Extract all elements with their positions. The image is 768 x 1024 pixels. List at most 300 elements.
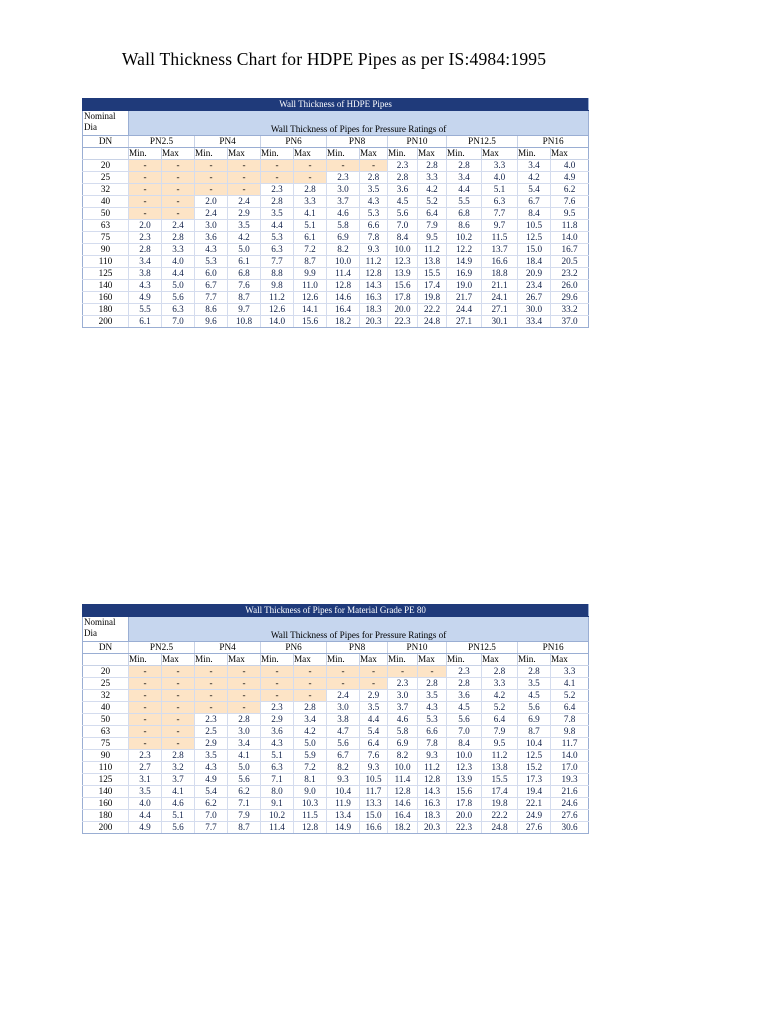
value-cell: 7.9: [482, 726, 518, 738]
value-cell: 6.1: [129, 316, 162, 328]
value-cell: 2.9: [228, 208, 261, 220]
value-cell: -: [261, 172, 294, 184]
value-cell: 2.8: [388, 172, 418, 184]
value-cell: 20.9: [518, 268, 551, 280]
value-cell: 8.2: [388, 750, 418, 762]
value-cell: 5.8: [327, 220, 360, 232]
value-cell: 3.2: [162, 762, 195, 774]
value-cell: 12.6: [261, 304, 294, 316]
value-cell: 19.8: [418, 292, 447, 304]
value-cell: 4.2: [482, 690, 518, 702]
value-cell: -: [228, 666, 261, 678]
value-cell: 11.8: [551, 220, 589, 232]
value-cell: 9.1: [261, 798, 294, 810]
value-cell: 8.7: [228, 822, 261, 834]
value-cell: -: [388, 666, 418, 678]
max-header: Max: [162, 654, 195, 666]
rating-header: PN16: [518, 642, 589, 654]
value-cell: 18.3: [418, 810, 447, 822]
value-cell: 6.4: [418, 208, 447, 220]
value-cell: 9.5: [418, 232, 447, 244]
value-cell: 20.5: [551, 256, 589, 268]
table-row: [83, 172, 589, 184]
value-cell: 5.5: [129, 304, 162, 316]
value-cell: 10.5: [518, 220, 551, 232]
value-cell: 21.7: [447, 292, 482, 304]
value-cell: 2.0: [195, 196, 228, 208]
dn-cell: 160: [83, 292, 129, 304]
value-cell: 14.0: [551, 750, 589, 762]
wall-thickness-table-pe80: [82, 604, 588, 834]
value-cell: 6.9: [388, 738, 418, 750]
value-cell: 15.2: [518, 762, 551, 774]
dn-cell: 75: [83, 232, 129, 244]
value-cell: -: [228, 690, 261, 702]
value-cell: -: [261, 666, 294, 678]
value-cell: 7.9: [228, 810, 261, 822]
value-cell: 27.6: [518, 822, 551, 834]
value-cell: 5.0: [294, 738, 327, 750]
value-cell: -: [360, 678, 388, 690]
value-cell: -: [228, 184, 261, 196]
value-cell: 2.8: [418, 160, 447, 172]
value-cell: 5.3: [418, 714, 447, 726]
value-cell: 9.3: [360, 244, 388, 256]
value-cell: 12.8: [327, 280, 360, 292]
value-cell: 2.0: [129, 220, 162, 232]
value-cell: 14.6: [388, 798, 418, 810]
value-cell: 3.3: [551, 666, 589, 678]
value-cell: -: [129, 690, 162, 702]
value-cell: -: [162, 726, 195, 738]
value-cell: 4.5: [388, 196, 418, 208]
value-cell: 8.7: [228, 292, 261, 304]
value-cell: 2.8: [294, 184, 327, 196]
value-cell: 4.3: [195, 244, 228, 256]
value-cell: 18.3: [360, 304, 388, 316]
value-cell: 5.3: [360, 208, 388, 220]
value-cell: 3.4: [294, 714, 327, 726]
value-cell: 12.3: [447, 762, 482, 774]
value-cell: 3.3: [418, 172, 447, 184]
value-cell: 3.7: [388, 702, 418, 714]
value-cell: 14.0: [261, 316, 294, 328]
value-cell: 3.5: [228, 220, 261, 232]
value-cell: 24.8: [418, 316, 447, 328]
value-cell: 2.8: [129, 244, 162, 256]
value-cell: 8.0: [261, 786, 294, 798]
value-cell: 2.3: [195, 714, 228, 726]
dn-cell: 20: [83, 666, 129, 678]
dn-cell: 50: [83, 208, 129, 220]
value-cell: 15.6: [447, 786, 482, 798]
value-cell: -: [195, 184, 228, 196]
value-cell: 17.0: [551, 762, 589, 774]
dn-label: DN: [83, 136, 129, 148]
value-cell: -: [294, 690, 327, 702]
value-cell: 4.6: [327, 208, 360, 220]
value-cell: 14.3: [418, 786, 447, 798]
value-cell: 8.4: [518, 208, 551, 220]
value-cell: -: [195, 172, 228, 184]
value-cell: -: [162, 196, 195, 208]
value-cell: 3.4: [228, 738, 261, 750]
value-cell: 13.7: [482, 244, 518, 256]
table-row: [83, 750, 589, 762]
value-cell: 7.2: [294, 762, 327, 774]
value-cell: 6.8: [228, 268, 261, 280]
value-cell: 6.3: [261, 244, 294, 256]
rating-header: PN12.5: [447, 136, 518, 148]
table-row: [83, 678, 589, 690]
value-cell: 8.2: [327, 244, 360, 256]
value-cell: 16.4: [327, 304, 360, 316]
value-cell: 8.6: [447, 220, 482, 232]
value-cell: 6.9: [518, 714, 551, 726]
value-cell: 4.9: [129, 292, 162, 304]
value-cell: -: [228, 678, 261, 690]
value-cell: 5.1: [162, 810, 195, 822]
value-cell: 30.1: [482, 316, 518, 328]
min-header: Min.: [388, 148, 418, 160]
header-row: [83, 111, 589, 136]
value-cell: 7.7: [195, 292, 228, 304]
ratings-row: [83, 642, 589, 654]
value-cell: 14.6: [327, 292, 360, 304]
value-cell: 5.3: [261, 232, 294, 244]
value-cell: -: [129, 738, 162, 750]
max-header: Max: [162, 148, 195, 160]
value-cell: -: [162, 738, 195, 750]
value-cell: 5.1: [482, 184, 518, 196]
value-cell: 4.9: [129, 822, 162, 834]
value-cell: 5.0: [162, 280, 195, 292]
value-cell: 6.4: [482, 714, 518, 726]
max-header: Max: [360, 654, 388, 666]
value-cell: 5.4: [518, 184, 551, 196]
min-header: Min.: [195, 654, 228, 666]
value-cell: 3.1: [129, 774, 162, 786]
value-cell: 4.4: [129, 810, 162, 822]
table-row: [83, 268, 589, 280]
value-cell: 5.4: [195, 786, 228, 798]
value-cell: 2.8: [447, 678, 482, 690]
value-cell: 11.4: [388, 774, 418, 786]
dn-cell: 160: [83, 798, 129, 810]
value-cell: 10.0: [447, 750, 482, 762]
value-cell: 24.9: [518, 810, 551, 822]
value-cell: 26.7: [518, 292, 551, 304]
value-cell: 27.6: [551, 810, 589, 822]
value-cell: 4.5: [518, 690, 551, 702]
value-cell: -: [129, 666, 162, 678]
value-cell: 7.1: [261, 774, 294, 786]
table-row: [83, 232, 589, 244]
dn-cell: 180: [83, 810, 129, 822]
dn-cell: 140: [83, 786, 129, 798]
value-cell: 12.8: [418, 774, 447, 786]
table-heading: Wall Thickness of Pipes for Material Grade PE 80: [83, 605, 589, 617]
value-cell: 33.4: [518, 316, 551, 328]
value-cell: -: [418, 666, 447, 678]
value-cell: 5.6: [228, 774, 261, 786]
table-row: [83, 822, 589, 834]
value-cell: 29.6: [551, 292, 589, 304]
value-cell: 7.1: [228, 798, 261, 810]
value-cell: 12.8: [294, 822, 327, 834]
value-cell: 27.1: [482, 304, 518, 316]
rating-header: PN2.5: [129, 136, 195, 148]
table-row: [83, 220, 589, 232]
value-cell: 11.2: [418, 762, 447, 774]
value-cell: 2.4: [162, 220, 195, 232]
value-cell: 2.8: [482, 666, 518, 678]
value-cell: 4.0: [162, 256, 195, 268]
pressure-ratings-label: Wall Thickness of Pipes for Pressure Ratings of: [129, 111, 589, 136]
value-cell: 16.6: [360, 822, 388, 834]
value-cell: -: [162, 208, 195, 220]
table-row: [83, 292, 589, 304]
value-cell: 9.5: [551, 208, 589, 220]
value-cell: 7.0: [195, 810, 228, 822]
value-cell: 15.0: [360, 810, 388, 822]
value-cell: 10.8: [228, 316, 261, 328]
table-heading-row: [83, 605, 589, 617]
dn-cell: 40: [83, 196, 129, 208]
dn-cell: 125: [83, 268, 129, 280]
dn-cell: 90: [83, 750, 129, 762]
value-cell: -: [360, 160, 388, 172]
value-cell: 5.4: [360, 726, 388, 738]
value-cell: 9.3: [418, 750, 447, 762]
value-cell: 14.9: [327, 822, 360, 834]
value-cell: 13.3: [360, 798, 388, 810]
value-cell: 6.1: [294, 232, 327, 244]
value-cell: 6.2: [228, 786, 261, 798]
value-cell: 5.6: [518, 702, 551, 714]
table-row: [83, 714, 589, 726]
dn-cell: 40: [83, 702, 129, 714]
value-cell: 13.8: [482, 762, 518, 774]
value-cell: 8.7: [294, 256, 327, 268]
value-cell: -: [294, 160, 327, 172]
value-cell: 10.0: [388, 762, 418, 774]
value-cell: 6.3: [162, 304, 195, 316]
value-cell: 5.6: [162, 292, 195, 304]
value-cell: 20.0: [447, 810, 482, 822]
value-cell: 8.4: [447, 738, 482, 750]
value-cell: 8.1: [294, 774, 327, 786]
dn-cell: 125: [83, 774, 129, 786]
value-cell: 5.6: [447, 714, 482, 726]
value-cell: 2.8: [162, 750, 195, 762]
value-cell: 6.2: [195, 798, 228, 810]
value-cell: 4.2: [518, 172, 551, 184]
value-cell: 4.6: [388, 714, 418, 726]
table-row: [83, 738, 589, 750]
value-cell: 15.6: [388, 280, 418, 292]
rating-header: PN4: [195, 136, 261, 148]
value-cell: 12.8: [388, 786, 418, 798]
value-cell: 24.4: [447, 304, 482, 316]
value-cell: -: [195, 160, 228, 172]
value-cell: -: [129, 714, 162, 726]
max-header: Max: [294, 148, 327, 160]
table-row: [83, 316, 589, 328]
value-cell: 14.1: [294, 304, 327, 316]
table-row: [83, 774, 589, 786]
value-cell: 12.2: [447, 244, 482, 256]
value-cell: 2.8: [228, 714, 261, 726]
value-cell: 18.8: [482, 268, 518, 280]
value-cell: 3.0: [195, 220, 228, 232]
value-cell: 3.3: [294, 196, 327, 208]
value-cell: 16.4: [388, 810, 418, 822]
rating-header: PN12.5: [447, 642, 518, 654]
value-cell: -: [228, 160, 261, 172]
table-row: [83, 762, 589, 774]
table-row: [83, 798, 589, 810]
value-cell: -: [261, 678, 294, 690]
min-header: Min.: [129, 148, 162, 160]
rating-header: PN10: [388, 642, 447, 654]
value-cell: 11.5: [294, 810, 327, 822]
value-cell: 9.8: [551, 726, 589, 738]
value-cell: 7.6: [228, 280, 261, 292]
value-cell: 16.9: [447, 268, 482, 280]
value-cell: 7.7: [261, 256, 294, 268]
data-table: [82, 604, 589, 834]
rating-header: PN10: [388, 136, 447, 148]
value-cell: 4.3: [261, 738, 294, 750]
value-cell: 3.0: [388, 690, 418, 702]
value-cell: 4.3: [195, 762, 228, 774]
value-cell: 2.3: [129, 750, 162, 762]
value-cell: -: [228, 172, 261, 184]
value-cell: -: [327, 678, 360, 690]
value-cell: -: [261, 690, 294, 702]
value-cell: 11.0: [294, 280, 327, 292]
value-cell: 4.2: [228, 232, 261, 244]
value-cell: -: [162, 702, 195, 714]
value-cell: 12.5: [518, 232, 551, 244]
value-cell: 23.4: [518, 280, 551, 292]
value-cell: -: [162, 160, 195, 172]
min-header: Min.: [261, 654, 294, 666]
value-cell: 11.4: [261, 822, 294, 834]
value-cell: 7.0: [162, 316, 195, 328]
value-cell: 8.2: [327, 762, 360, 774]
value-cell: 5.8: [388, 726, 418, 738]
value-cell: 3.5: [261, 208, 294, 220]
value-cell: 11.7: [551, 738, 589, 750]
value-cell: 2.3: [447, 666, 482, 678]
value-cell: 2.3: [261, 702, 294, 714]
value-cell: 5.1: [294, 220, 327, 232]
rating-header: PN8: [327, 642, 388, 654]
value-cell: 18.2: [388, 822, 418, 834]
value-cell: 8.7: [518, 726, 551, 738]
value-cell: 5.0: [228, 762, 261, 774]
value-cell: 2.3: [327, 172, 360, 184]
table-row: [83, 726, 589, 738]
value-cell: 4.9: [195, 774, 228, 786]
value-cell: 9.6: [195, 316, 228, 328]
pressure-ratings-label: Wall Thickness of Pipes for Pressure Ratings of: [129, 617, 589, 642]
value-cell: 20.0: [388, 304, 418, 316]
max-header: Max: [228, 148, 261, 160]
value-cell: 3.4: [129, 256, 162, 268]
dn-cell: 63: [83, 726, 129, 738]
value-cell: 16.7: [551, 244, 589, 256]
header-row: [83, 617, 589, 642]
value-cell: -: [129, 196, 162, 208]
value-cell: 22.1: [518, 798, 551, 810]
value-cell: 5.5: [447, 196, 482, 208]
value-cell: 4.1: [162, 786, 195, 798]
rating-header: PN2.5: [129, 642, 195, 654]
value-cell: 19.3: [551, 774, 589, 786]
value-cell: 4.3: [129, 280, 162, 292]
value-cell: 5.2: [418, 196, 447, 208]
rating-header: PN4: [195, 642, 261, 654]
value-cell: 24.1: [482, 292, 518, 304]
value-cell: 3.6: [261, 726, 294, 738]
value-cell: 4.3: [360, 196, 388, 208]
value-cell: 2.4: [228, 196, 261, 208]
max-header: Max: [418, 654, 447, 666]
value-cell: 5.6: [388, 208, 418, 220]
value-cell: -: [162, 184, 195, 196]
value-cell: 8.4: [388, 232, 418, 244]
value-cell: 7.0: [447, 726, 482, 738]
value-cell: 13.8: [418, 256, 447, 268]
value-cell: 22.3: [447, 822, 482, 834]
value-cell: 2.3: [388, 160, 418, 172]
value-cell: 17.4: [418, 280, 447, 292]
value-cell: -: [162, 172, 195, 184]
value-cell: 22.3: [388, 316, 418, 328]
value-cell: 17.3: [518, 774, 551, 786]
value-cell: -: [129, 172, 162, 184]
value-cell: -: [129, 702, 162, 714]
value-cell: 20.3: [360, 316, 388, 328]
value-cell: 2.8: [294, 702, 327, 714]
value-cell: 2.3: [129, 232, 162, 244]
value-cell: 3.7: [162, 774, 195, 786]
value-cell: 6.6: [418, 726, 447, 738]
value-cell: 24.8: [482, 822, 518, 834]
value-cell: 14.0: [551, 232, 589, 244]
value-cell: 3.0: [327, 184, 360, 196]
value-cell: 4.2: [418, 184, 447, 196]
value-cell: 21.1: [482, 280, 518, 292]
dn-cell: 25: [83, 172, 129, 184]
dn-cell: 200: [83, 822, 129, 834]
value-cell: 5.6: [162, 822, 195, 834]
value-cell: -: [195, 690, 228, 702]
table-heading-row: [83, 99, 589, 111]
table-row: [83, 196, 589, 208]
value-cell: 14.3: [360, 280, 388, 292]
value-cell: 13.9: [447, 774, 482, 786]
value-cell: 24.6: [551, 798, 589, 810]
value-cell: 15.5: [418, 268, 447, 280]
value-cell: 6.4: [551, 702, 589, 714]
dn-cell: 63: [83, 220, 129, 232]
value-cell: 10.0: [327, 256, 360, 268]
value-cell: 3.8: [327, 714, 360, 726]
